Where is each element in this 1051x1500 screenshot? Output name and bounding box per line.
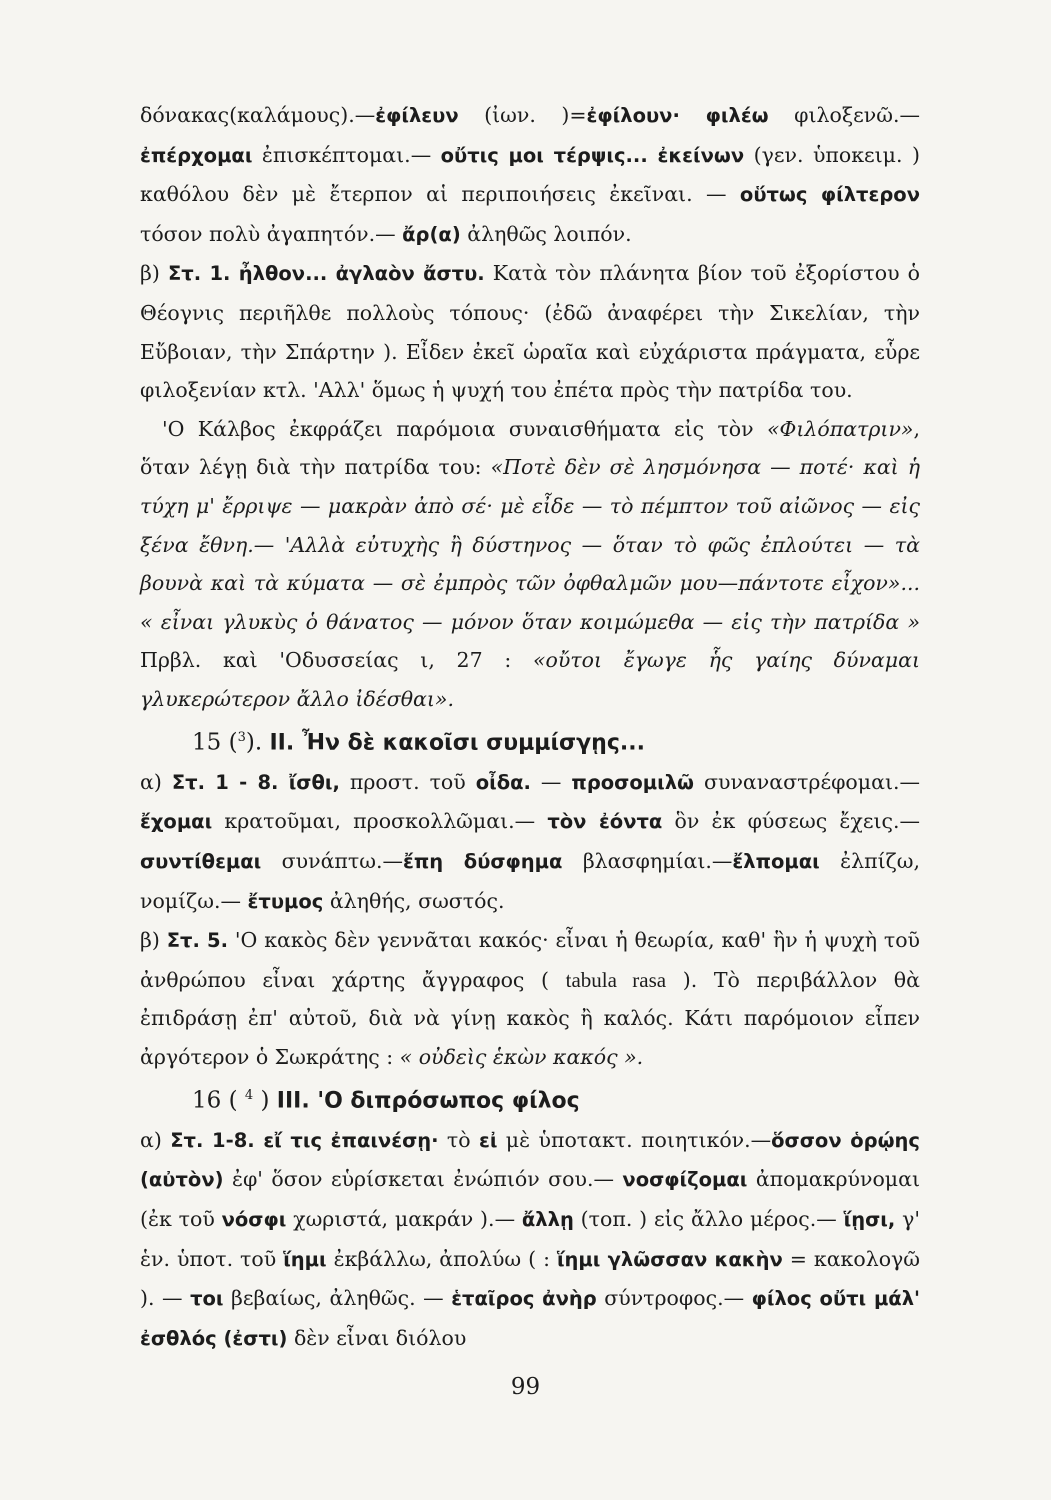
italic-quote: «Ποτὲ δὲν σὲ λησμόνησα — ποτέ· καὶ ἡ τύχη μ' ἔρριψε — μακρὰν ἀπὸ σέ· μὲ εἶδε — τὸ πέμπτον τοῦ αἰῶνος — εἰς ξένα ἔθνη.— 'Αλλὰ εὐτυχὴς ἢ δύστηνος — ὅταν τὸ φῶς ἐπλούτει — τὰ βουνὰ καὶ τὰ κύματα — σὲ ἐμπρὸς τῶν ὀφθαλμῶν μου—πάντοτε εἶχον»... « εἶναι γλυκὺς ὁ θάνατος — μόνον ὅταν κοιμώμεθα — εἰς τὴν πατρίδα »	[140, 455, 921, 634]
paragraph-beta-1	[140, 254, 920, 409]
bold-term: ἔτυμος	[247, 889, 324, 913]
text: συναναστρέφομαι.—	[694, 769, 920, 794]
latin-term: tabula rasa	[565, 967, 667, 992]
text: ἐκβάλλω, ἀπολύω ( :	[326, 1246, 557, 1271]
text: Πρβλ. καὶ 'Οδυσσείας ι, 27 :	[140, 648, 533, 673]
bold-term: ἄλλῃ	[521, 1207, 574, 1231]
text: ὑποκειμ. ) καθόλου δὲν μὲ ἔτερπον αἱ περιποιήσεις ἐκεῖναι. —	[140, 142, 920, 207]
text: ὃν ἐκ φύσεως ἔχεις.—	[662, 809, 920, 834]
bold-term: προσομιλῶ	[571, 770, 695, 794]
text: 'Ο κακὸς δὲν γεννᾶται κακός· εἶναι ἡ θεωρία, καθ' ἣν ἡ ψυχὴ τοῦ ἀνθρώπου εἶναι χάρτης ἄγγραφος (	[140, 928, 921, 992]
bold-term: ἵημι	[283, 1247, 327, 1271]
bold-term: Στ. 1-8. εἴ τις ἐπαινέσῃ·	[170, 1128, 439, 1152]
text: φιλοξενῶ.—	[768, 103, 920, 127]
text: ἀληθῶς λοιπόν.	[460, 221, 632, 246]
text: μὲ ὑποτακτ. ποιητικόν.—	[497, 1127, 772, 1152]
bold-term: ἑταῖρος ἀνὴρ	[451, 1287, 597, 1311]
text: (γεν.	[744, 142, 804, 167]
page-number: 99	[510, 1374, 541, 1400]
text: ἀπομακρύνομαι (ἐκ τοῦ	[140, 1167, 920, 1231]
bold-term: τὸν ἐόντα	[547, 810, 663, 834]
section-heading-16	[140, 1077, 920, 1121]
text: ἐπισκέπτομαι.—	[252, 142, 441, 167]
section-heading-15	[140, 719, 920, 763]
text: γ' ἑν. ὑποτ. τοῦ	[140, 1206, 921, 1271]
bold-term: συντίθεμαι	[140, 849, 262, 873]
text: β)	[140, 928, 167, 953]
heading-number: 15 (	[192, 729, 238, 756]
text: , ὅταν λέγῃ διὰ τὴν πατρίδα του:	[140, 416, 920, 480]
italic-quote: «οὔτοι ἔγωγε ἧς γαίης δύναμαι γλυκερώτερον ἄλλο ἰδέσθαι».	[140, 648, 920, 711]
text: συνάπτω.—	[261, 848, 403, 873]
heading-number: 16 (	[192, 1087, 245, 1114]
text: α)	[140, 769, 172, 794]
text: κρατοῦμαι, προσκολλῶμαι.—	[212, 809, 548, 834]
text: δόνακας(καλάμους).—	[140, 103, 376, 127]
bold-term: ἵημι γλῶσσαν κακὴν	[556, 1247, 783, 1271]
text: σύντροφος.—	[596, 1286, 752, 1311]
bold-term: Στ. 1. ἦλθον... ἀγλαὸν ἄστυ.	[167, 262, 485, 286]
bold-term: Στ. 1 - 8. ἴσθι,	[171, 770, 340, 794]
text: α)	[140, 1127, 171, 1152]
bold-term: ἔχομαι	[140, 810, 213, 834]
bold-term: φίλτερον	[820, 183, 920, 207]
bold-term: ὅσσον ὁρῴης (αὐτὸν)	[140, 1128, 920, 1192]
paragraph-beta-15	[140, 921, 920, 1076]
bold-term: οὔτις μοι τέρψις... ἐκείνων	[440, 143, 745, 167]
bold-term: ἔλπομαι	[732, 849, 820, 873]
text: χωριστά, μακράν ).—	[286, 1206, 522, 1231]
text: τόσον πολὺ ἀγαπητόν.—	[140, 221, 403, 246]
text: ἀληθής, σωστός.	[323, 888, 505, 913]
text: ἐλπίζω, νομίζω.—	[140, 848, 921, 913]
text: Κατὰ τὸν πλάνητα βίον τοῦ ἐξορίστου ὁ Θέογνις περιῆλθε πολλοὺς τόπους· (ἐδῶ ἀναφέρει τὴν Σικελίαν, τὴν Εὔβοιαν, τὴν Σπάρτην ). Εἶδεν ἐκεῖ ὡραῖα καὶ εὐχάριστα πράγματα, εὗρε φιλοξενίαν κτλ. 'Αλλ' ὅμως ἡ ψυχή του ἐπέτα πρὸς τὴν πατρίδα του.	[140, 261, 920, 403]
text: = κακολογῶ ). —	[140, 1246, 921, 1311]
text: β)	[140, 261, 168, 286]
paragraph-glossary-1	[140, 96, 920, 254]
text: βεβαίως, ἀληθῶς. —	[223, 1286, 452, 1311]
text: (ἰων. )=	[458, 103, 587, 127]
bold-term: νοσφίζομαι	[622, 1168, 748, 1192]
heading-number: ).	[245, 729, 270, 756]
heading-title: II. Ἦν δὲ κακοῖσι συμμίσγῃς...	[269, 730, 645, 756]
italic-quote: « οὐδεὶς ἑκὼν κακός ».	[399, 1044, 644, 1069]
bold-term: ἐφίλευν	[375, 104, 459, 127]
page-body	[140, 96, 920, 1358]
bold-term: ἐφίλουν· φιλέω	[586, 104, 769, 127]
bold-term: νόσφι	[221, 1207, 287, 1231]
text: (τοπ. ) εἰς ἄλλο μέρος.—	[573, 1206, 844, 1231]
bold-term: ἔπη δύσφημα	[402, 849, 563, 873]
text: ἐφ' ὅσον εὑρίσκεται ἐνώπιόν σου.—	[223, 1167, 623, 1192]
text: προστ. τοῦ	[339, 769, 476, 794]
text: ). Τὸ περιβάλλον θὰ ἐπιδράσῃ ἐπ' αὐτοῦ, διὰ νὰ γίνῃ κακὸς ἢ καλός. Κάτι παρόμοιον εἶπεν ἀργότερον ὁ Σωκράτης :	[140, 967, 920, 1069]
text: —	[530, 769, 572, 794]
text: βλασφημίαι.—	[562, 848, 733, 873]
bold-term: εἰ	[478, 1128, 498, 1152]
bold-term: οἶδα.	[475, 770, 531, 794]
text: τὸ	[438, 1127, 479, 1152]
bold-term: ἵῃσι,	[843, 1207, 896, 1231]
bold-term: οὕτως	[739, 183, 808, 207]
italic-title: «Φιλόπατριν»	[766, 416, 914, 441]
heading-footnote: 4	[244, 1087, 254, 1103]
bold-term: Στ. 5.	[166, 929, 229, 953]
heading-number: )	[253, 1087, 277, 1114]
text: 'Ο Κάλβος ἐκφράζει παρόμοια συναισθήματα εἰς τὸν	[162, 416, 767, 441]
paragraph-alpha-15	[140, 763, 920, 921]
bold-term: φίλος οὔτι μάλ' ἐσθλός (ἐστι)	[140, 1287, 921, 1350]
heading-title: III. 'Ο διπρόσωπος φίλος	[276, 1088, 580, 1114]
text: δὲν εἶναι διόλου	[287, 1325, 467, 1350]
heading-footnote: 3	[237, 729, 246, 745]
paragraph-alpha-16	[140, 1121, 920, 1359]
bold-term: ἄρ(α)	[402, 222, 461, 246]
paragraph-kalvos	[140, 410, 920, 719]
bold-term: τοι	[190, 1287, 224, 1311]
bold-term: ἐπέρχομαι	[140, 143, 253, 167]
